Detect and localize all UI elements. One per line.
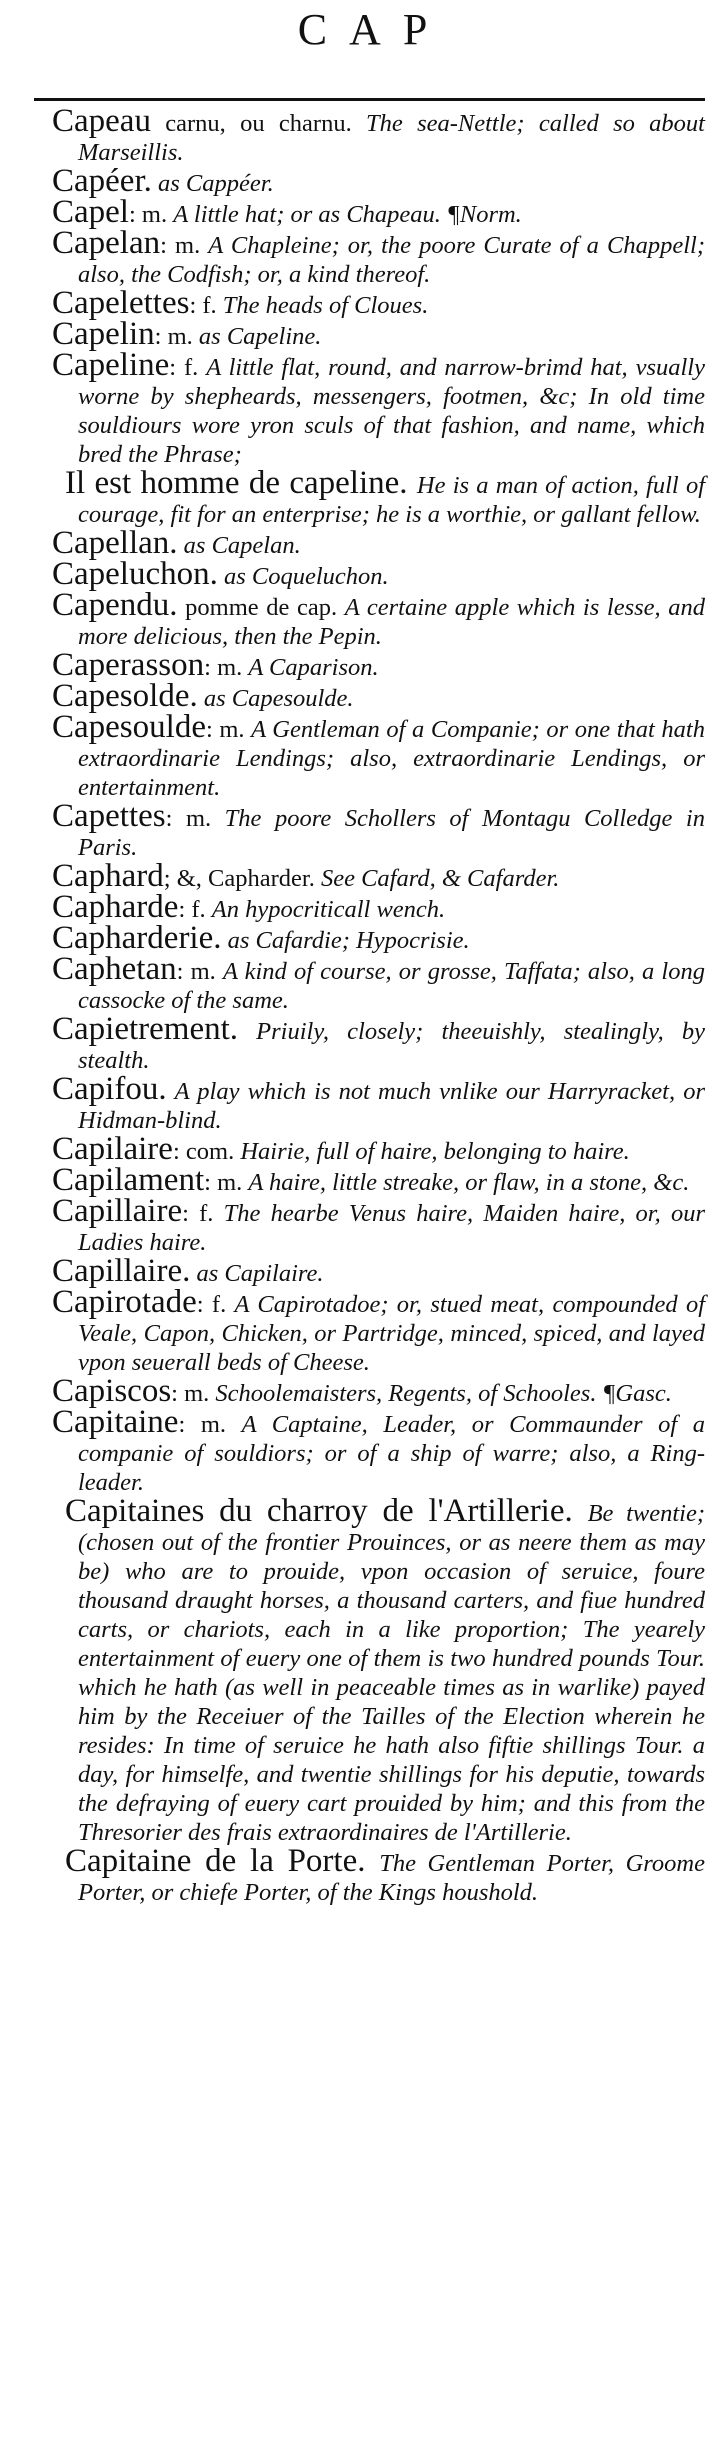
grammar-note: : m. — [171, 1380, 216, 1407]
grammar-note: : f. — [182, 1200, 224, 1227]
entry-headword: Caphetan — [52, 951, 177, 987]
grammar-note: : m. — [165, 805, 225, 832]
entry-headword: Capesolde. — [52, 678, 198, 714]
entry-list — [0, 103, 706, 1907]
entry-gloss: The Gentleman Porter, Groome Porter, or chiefe Porter, of the Kings houshold. — [78, 1850, 705, 1906]
grammar-note: : m. — [160, 232, 209, 259]
entry-headword: Capharderie. — [52, 920, 222, 956]
grammar-note: : m. — [204, 1169, 249, 1196]
sub-entry — [0, 1843, 705, 1907]
grammar-note: : m. — [204, 654, 249, 681]
entry-headword: Capel — [52, 194, 129, 230]
entry-headword: Capifou. — [52, 1071, 167, 1107]
entry-gloss: A certaine apple which is lesse, and more delicious, then the Pepin. — [78, 594, 705, 650]
entry-gloss: A kind of course, or grosse, Taffata; also, a long cassocke of the same. — [78, 958, 705, 1014]
grammar-note — [167, 1078, 175, 1105]
entry-headword: Capiscos — [52, 1373, 172, 1409]
entry-gloss: A Caparison. — [248, 654, 379, 681]
grammar-note: carnu, ou charnu. — [150, 110, 367, 137]
entry-gloss: Schoolemaisters, Regents, of Schooles. ¶Gasc. — [215, 1380, 672, 1407]
entry-headword: Capirotade — [52, 1284, 197, 1320]
phrase-headword: Capitaine de la Porte. — [65, 1843, 380, 1879]
entry-gloss: A Capirotadoe; or, stued meat, compounded of Veale, Capon, Chicken, or Partridge, minced, spiced, and layed vpon seuerall beds of Cheese. — [78, 1291, 706, 1376]
entry-gloss: as Capelan. — [183, 532, 301, 559]
entry-headword: Capéer. — [52, 163, 152, 199]
entry-gloss: Priuily, closely; theeuishly, stealingly, by stealth. — [78, 1018, 706, 1074]
entry-gloss: The poore Schollers of Montagu Colledge in Paris. — [78, 805, 705, 861]
entry-headword: Capillaire. — [52, 1253, 191, 1289]
header-rule — [34, 98, 705, 101]
entry-gloss: as Cappéer. — [158, 170, 274, 197]
entry-gloss: as Capilaire. — [196, 1260, 324, 1287]
entry-gloss: The hearbe Venus haire, Maiden haire, or, our Ladies haire. — [78, 1200, 705, 1256]
entry-headword: Capelin — [52, 316, 155, 352]
grammar-note: : m. — [205, 716, 252, 743]
grammar-note: : f. — [178, 896, 212, 923]
entry-headword: Capeline — [52, 347, 170, 383]
entry-gloss: A Gentleman of a Companie; or one that hath extraordinarie Lendings; also, extraordinarie Lendings, or entertainment. — [78, 716, 705, 801]
grammar-note: pomme de cap. — [177, 594, 345, 621]
entry-gloss: A Chapleine; or, the poore Curate of a Chappell; also, the Codfish; or, a kind thereof. — [78, 232, 705, 288]
entry-headword: Capeau — [52, 103, 151, 139]
entry-gloss: Be twentie; (chosen out of the frontier Prouinces, or as neere them as may be) who are to prouide, vpon occasion of seruice, foure thousand draught horses, a thousand carters, and fiue hundred carts, or chariots, each in a like proportion; The yearely entertainment of euery one of them is two hundred pounds Tour. which he hath (as well in peaceable times as in warlike) payed him by the Receiuer of the Tailles of the Election wherein he resides: In time of seruice he hath also fiftie shillings Tour. a day, for himselfe, and twentie shillings for his deputie, towards the defraying of euery cart prouided by him; and this from the Thresorier des frais extraordinaires de l'Artillerie. — [78, 1500, 706, 1846]
grammar-note: : m. — [178, 1411, 242, 1438]
entry-gloss: as Coqueluchon. — [224, 563, 389, 590]
entry-headword: Capilaire — [52, 1131, 173, 1167]
entry-headword: Capillaire — [52, 1193, 183, 1229]
entry-headword: Capilament — [52, 1162, 205, 1198]
sub-entry — [0, 1493, 706, 1847]
entry-headword: Capharde — [52, 889, 179, 925]
entry-headword: Capelan — [52, 225, 161, 261]
grammar-note: : f. — [189, 292, 223, 319]
grammar-note: : m. — [154, 323, 199, 350]
dictionary-entry — [0, 347, 705, 469]
grammar-note: ; &, Capharder. — [163, 865, 321, 892]
entry-gloss: A Captaine, Leader, or Commaunder of a companie of souldiors; or of a ship of warre; also, a Ring-leader. — [78, 1411, 705, 1496]
dictionary-entry — [0, 1193, 705, 1257]
dictionary-entry — [0, 587, 705, 651]
entry-gloss: The sea-Nettle; called so about Marseillis. — [78, 110, 705, 166]
grammar-note: : com. — [172, 1138, 241, 1165]
entry-headword: Capelettes — [52, 285, 190, 321]
sub-entry — [0, 465, 706, 529]
entry-gloss: A little hat; or as Chapeau. ¶Norm. — [173, 201, 522, 228]
entry-headword: Capellan. — [52, 525, 178, 561]
entry-headword: Caphard — [52, 858, 164, 894]
entry-headword: Capietrement. — [52, 1011, 239, 1047]
dictionary-entry — [0, 1404, 705, 1497]
entry-gloss: An hypocriticall wench. — [211, 896, 446, 923]
grammar-note: : m. — [128, 201, 174, 228]
entry-gloss: See Cafard, & Cafarder. — [320, 865, 560, 892]
entry-gloss: A haire, little streake, or flaw, in a stone, &c. — [248, 1169, 690, 1196]
dictionary-entry — [0, 103, 705, 167]
entry-headword: Capeluchon. — [52, 556, 218, 592]
entry-gloss: as Cafardie; Hypocrisie. — [227, 927, 470, 954]
entry-gloss: A little flat, round, and narrow-brimd hat, vsually worne by shepheards, messengers, footmen, &c; In old time souldiours wore yron sculs of that fashion, and name, which bred the Phrase; — [78, 354, 705, 468]
dictionary-entry — [0, 951, 705, 1015]
dictionary-entry — [0, 709, 705, 802]
entry-headword: Capesoulde — [52, 709, 206, 745]
entry-gloss: Hairie, full of haire, belonging to haire. — [240, 1138, 630, 1165]
entry-gloss: as Capeline. — [198, 323, 322, 350]
entry-gloss: The heads of Cloues. — [222, 292, 429, 319]
dictionary-entry — [0, 1011, 706, 1075]
dictionary-entry — [0, 1284, 706, 1377]
entry-gloss: He is a man of action, full of courage, fit for an enterprise; he is a worthie, or gallant fellow. — [78, 472, 706, 528]
phrase-headword: Il est homme de capeline. — [65, 465, 417, 501]
entry-headword: Capitaine — [52, 1404, 179, 1440]
page-header: CAP — [297, 5, 450, 54]
entry-gloss: as Capesoulde. — [203, 685, 354, 712]
entry-headword: Capettes — [52, 798, 166, 834]
grammar-note — [238, 1018, 256, 1045]
grammar-note: : m. — [176, 958, 223, 985]
entry-headword: Capendu. — [52, 587, 178, 623]
grammar-note: : f. — [196, 1291, 235, 1318]
dictionary-entry — [0, 1071, 705, 1135]
entry-gloss: A play which is not much vnlike our Harryracket, or Hidman-blind. — [78, 1078, 705, 1134]
dictionary-entry — [0, 225, 705, 289]
entry-headword: Caperasson — [52, 647, 205, 683]
phrase-headword: Capitaines du charroy de l'Artillerie. — [65, 1493, 588, 1529]
grammar-note: : f. — [169, 354, 207, 381]
dictionary-entry — [0, 798, 705, 862]
